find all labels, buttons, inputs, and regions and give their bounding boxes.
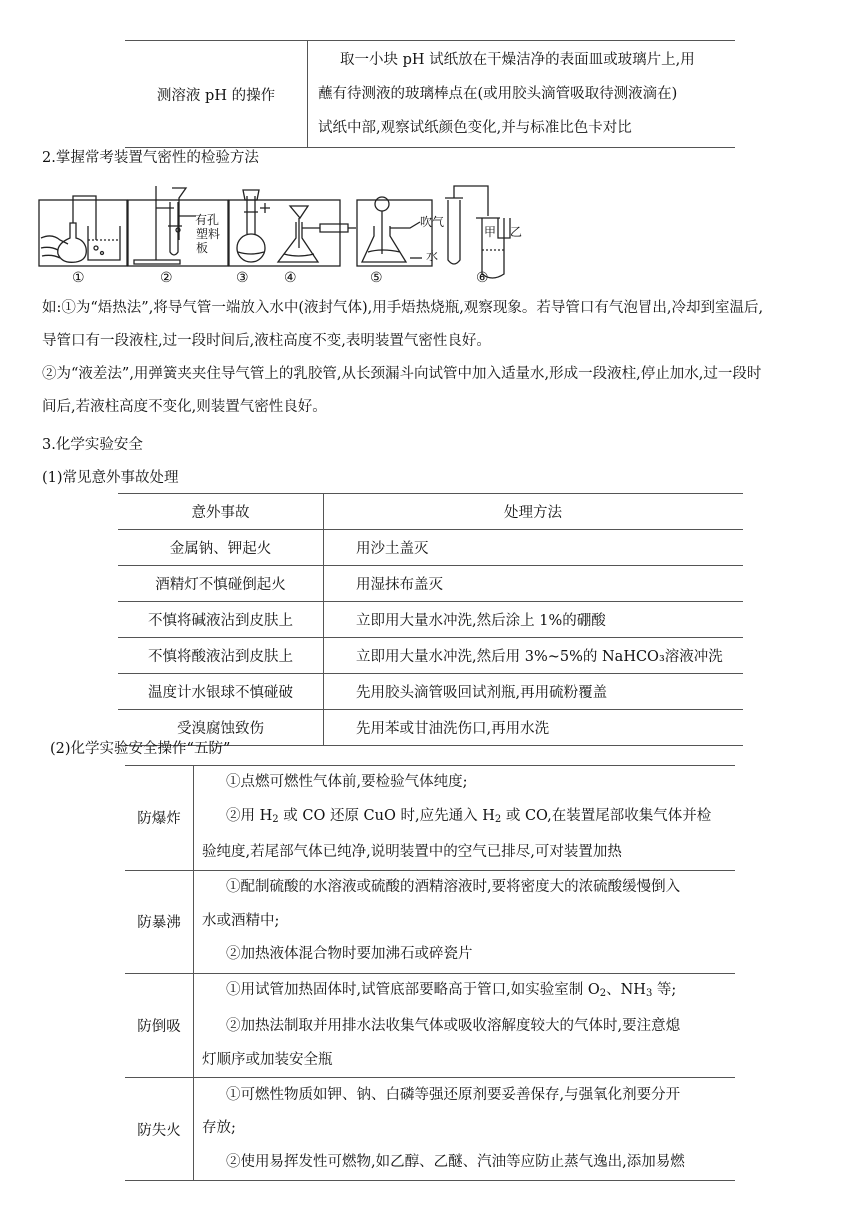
method-cell: 用湿抹布盖灭 [324, 566, 744, 602]
table-row [125, 1078, 735, 1181]
accident-cell: 温度计水银球不慎碰破 [118, 674, 324, 710]
ph-line-1: 取一小块 pH 试纸放在干燥洁净的表面皿或玻璃片上,用 [340, 52, 695, 68]
section-2-title: 2.掌握常考装置气密性的检验方法 [42, 150, 259, 166]
frame-3-4 [229, 200, 340, 266]
table-row [118, 566, 743, 602]
subsection-1-title: (1)常见意外事故处理 [42, 470, 179, 486]
accident-table [118, 493, 743, 746]
table-row [118, 530, 743, 566]
apparatus-2 [134, 186, 196, 264]
text-line: ②使用易挥发性可燃物,如乙醇、乙醚、汽油等应防止蒸气逸出,添加易燃 [226, 1153, 685, 1170]
fig-label-5: ⑤ [370, 270, 383, 286]
header-method: 处理方法 [324, 494, 744, 530]
apparatus-3 [237, 190, 270, 262]
paragraph-2-line-1: ②为“液差法”,用弹簧夹夹住导气管上的乳胶管,从长颈漏斗向试管中加入适量水,形成一段液柱,停止加水,过一段时 [42, 366, 762, 382]
prevent-suckback-text [194, 973, 736, 1078]
text-line: ①用试管加热固体时,试管底部要略高于管口,如实验室制 $O_2$、$NH_3$ 等; [226, 981, 677, 999]
fig-label-4: ④ [284, 270, 297, 286]
accident-cell: 不慎将碱液沾到皮肤上 [118, 602, 324, 638]
text-line: 验纯度,若尾部气体已纯净,说明装置中的空气已排尽,可对装置加热 [202, 844, 622, 860]
accident-cell: 受溴腐蚀致伤 [118, 710, 324, 746]
method-cell: 先用苯或甘油洗伤口,再用水洗 [324, 710, 744, 746]
text-line: ①点燃可燃性气体前,要检验气体纯度; [226, 774, 468, 790]
fig-label-2: ② [160, 270, 173, 286]
fig-water: 水 [426, 249, 439, 263]
table-row [118, 638, 743, 674]
accident-cell: 不慎将酸液沾到皮肤上 [118, 638, 324, 674]
table-row [125, 870, 735, 973]
ph-line-2: 蘸有待测液的玻璃棒点在(或用胶头滴管吸取待测液滴在) [318, 86, 678, 102]
ph-operation-text [308, 41, 736, 148]
ph-operation-table [125, 40, 735, 148]
apparatus-5 [362, 197, 422, 262]
apparatus-4 [278, 206, 356, 262]
prevent-fire-label: 防失火 [125, 1078, 194, 1181]
prevent-suckback-label: 防倒吸 [125, 973, 194, 1078]
fig-plate-1: 有孔 [195, 213, 220, 227]
table-row [118, 602, 743, 638]
text-line: ①可燃性物质如钾、钠、白磷等强还原剂要妥善保存,与强氧化剂要分开 [226, 1086, 681, 1103]
accident-cell: 金属钠、钾起火 [118, 530, 324, 566]
text-line: 存放; [202, 1120, 236, 1137]
fig-yi: 乙 [510, 225, 523, 239]
paragraph-2-line-2: 间后,若液柱高度不变化,则装置气密性良好。 [42, 399, 327, 415]
fig-label-3: ③ [236, 270, 249, 286]
apparatus-1 [41, 196, 120, 262]
table-row [125, 973, 735, 1078]
fig-blow: 吹气 [420, 215, 445, 229]
paragraph-1 [42, 292, 832, 358]
fig-label-1: ① [72, 270, 85, 286]
five-prevention-table [125, 765, 735, 1181]
text-line: ②加热液体混合物时要加沸石或碎瓷片 [226, 946, 473, 963]
prevent-fire-text [194, 1078, 736, 1181]
method-cell: 先用胶头滴管吸回试剂瓶,再用硫粉覆盖 [324, 674, 744, 710]
section-3-title: 3.化学实验安全 [42, 437, 143, 453]
text-line: ②加热法制取并用排水法收集气体或吸收溶解度较大的气体时,要注意熄 [226, 1018, 681, 1034]
method-cell: 立即用大量水冲洗,然后涂上 1%的硼酸 [324, 602, 744, 638]
paragraph-2 [42, 358, 832, 424]
fig-label-6: ⑥ [476, 270, 489, 286]
accident-table-header [118, 494, 743, 530]
paragraph-1-line-1: 如:①为“焐热法”,将导气管一端放入水中(液封气体),用手焐热烧瓶,观察现象。若导管口有气泡冒出,冷却到室温后, [42, 300, 764, 316]
prevent-bumping-label: 防暴沸 [125, 870, 194, 973]
apparatus-6 [445, 186, 510, 278]
text-line: 水或酒精中; [202, 912, 280, 929]
paragraph-1-line-2: 导管口有一段液柱,过一段时间后,液柱高度不变,表明装置气密性良好。 [42, 333, 491, 349]
ph-line-3: 试纸中部,观察试纸颜色变化,并与标准比色卡对比 [318, 120, 632, 136]
ph-operation-label: 测溶液 pH 的操作 [125, 41, 308, 148]
fig-plate-3: 板 [196, 241, 209, 255]
fig-jia: 甲 [484, 225, 497, 239]
header-accident: 意外事故 [118, 494, 324, 530]
airtightness-apparatus-figure [38, 178, 538, 290]
table-row [118, 674, 743, 710]
text-line: 灯顺序或加装安全瓶 [202, 1051, 333, 1068]
prevent-explosion-label: 防爆炸 [125, 766, 194, 871]
prevent-bumping-text [194, 870, 736, 973]
text-line: ②用 $H_2$ 或 CO 还原 CuO 时,应先通入 $H_2$ 或 CO,在装置尾部收集气体并检 [226, 807, 712, 825]
frame-5 [357, 200, 432, 266]
fig-plate-2: 塑料 [196, 227, 221, 241]
method-cell: 立即用大量水冲洗,然后用 3%~5%的 NaHCO₃溶液冲洗 [324, 638, 744, 674]
text-line: ①配制硫酸的水溶液或硫酸的酒精溶液时,要将密度大的浓硫酸缓慢倒入 [226, 879, 681, 896]
table-row [125, 766, 735, 871]
method-cell: 用沙土盖灭 [324, 530, 744, 566]
accident-cell: 酒精灯不慎碰倒起火 [118, 566, 324, 602]
prevent-explosion-text [194, 766, 736, 871]
subsection-2-title: (2)化学实验安全操作“五防” [50, 741, 231, 757]
